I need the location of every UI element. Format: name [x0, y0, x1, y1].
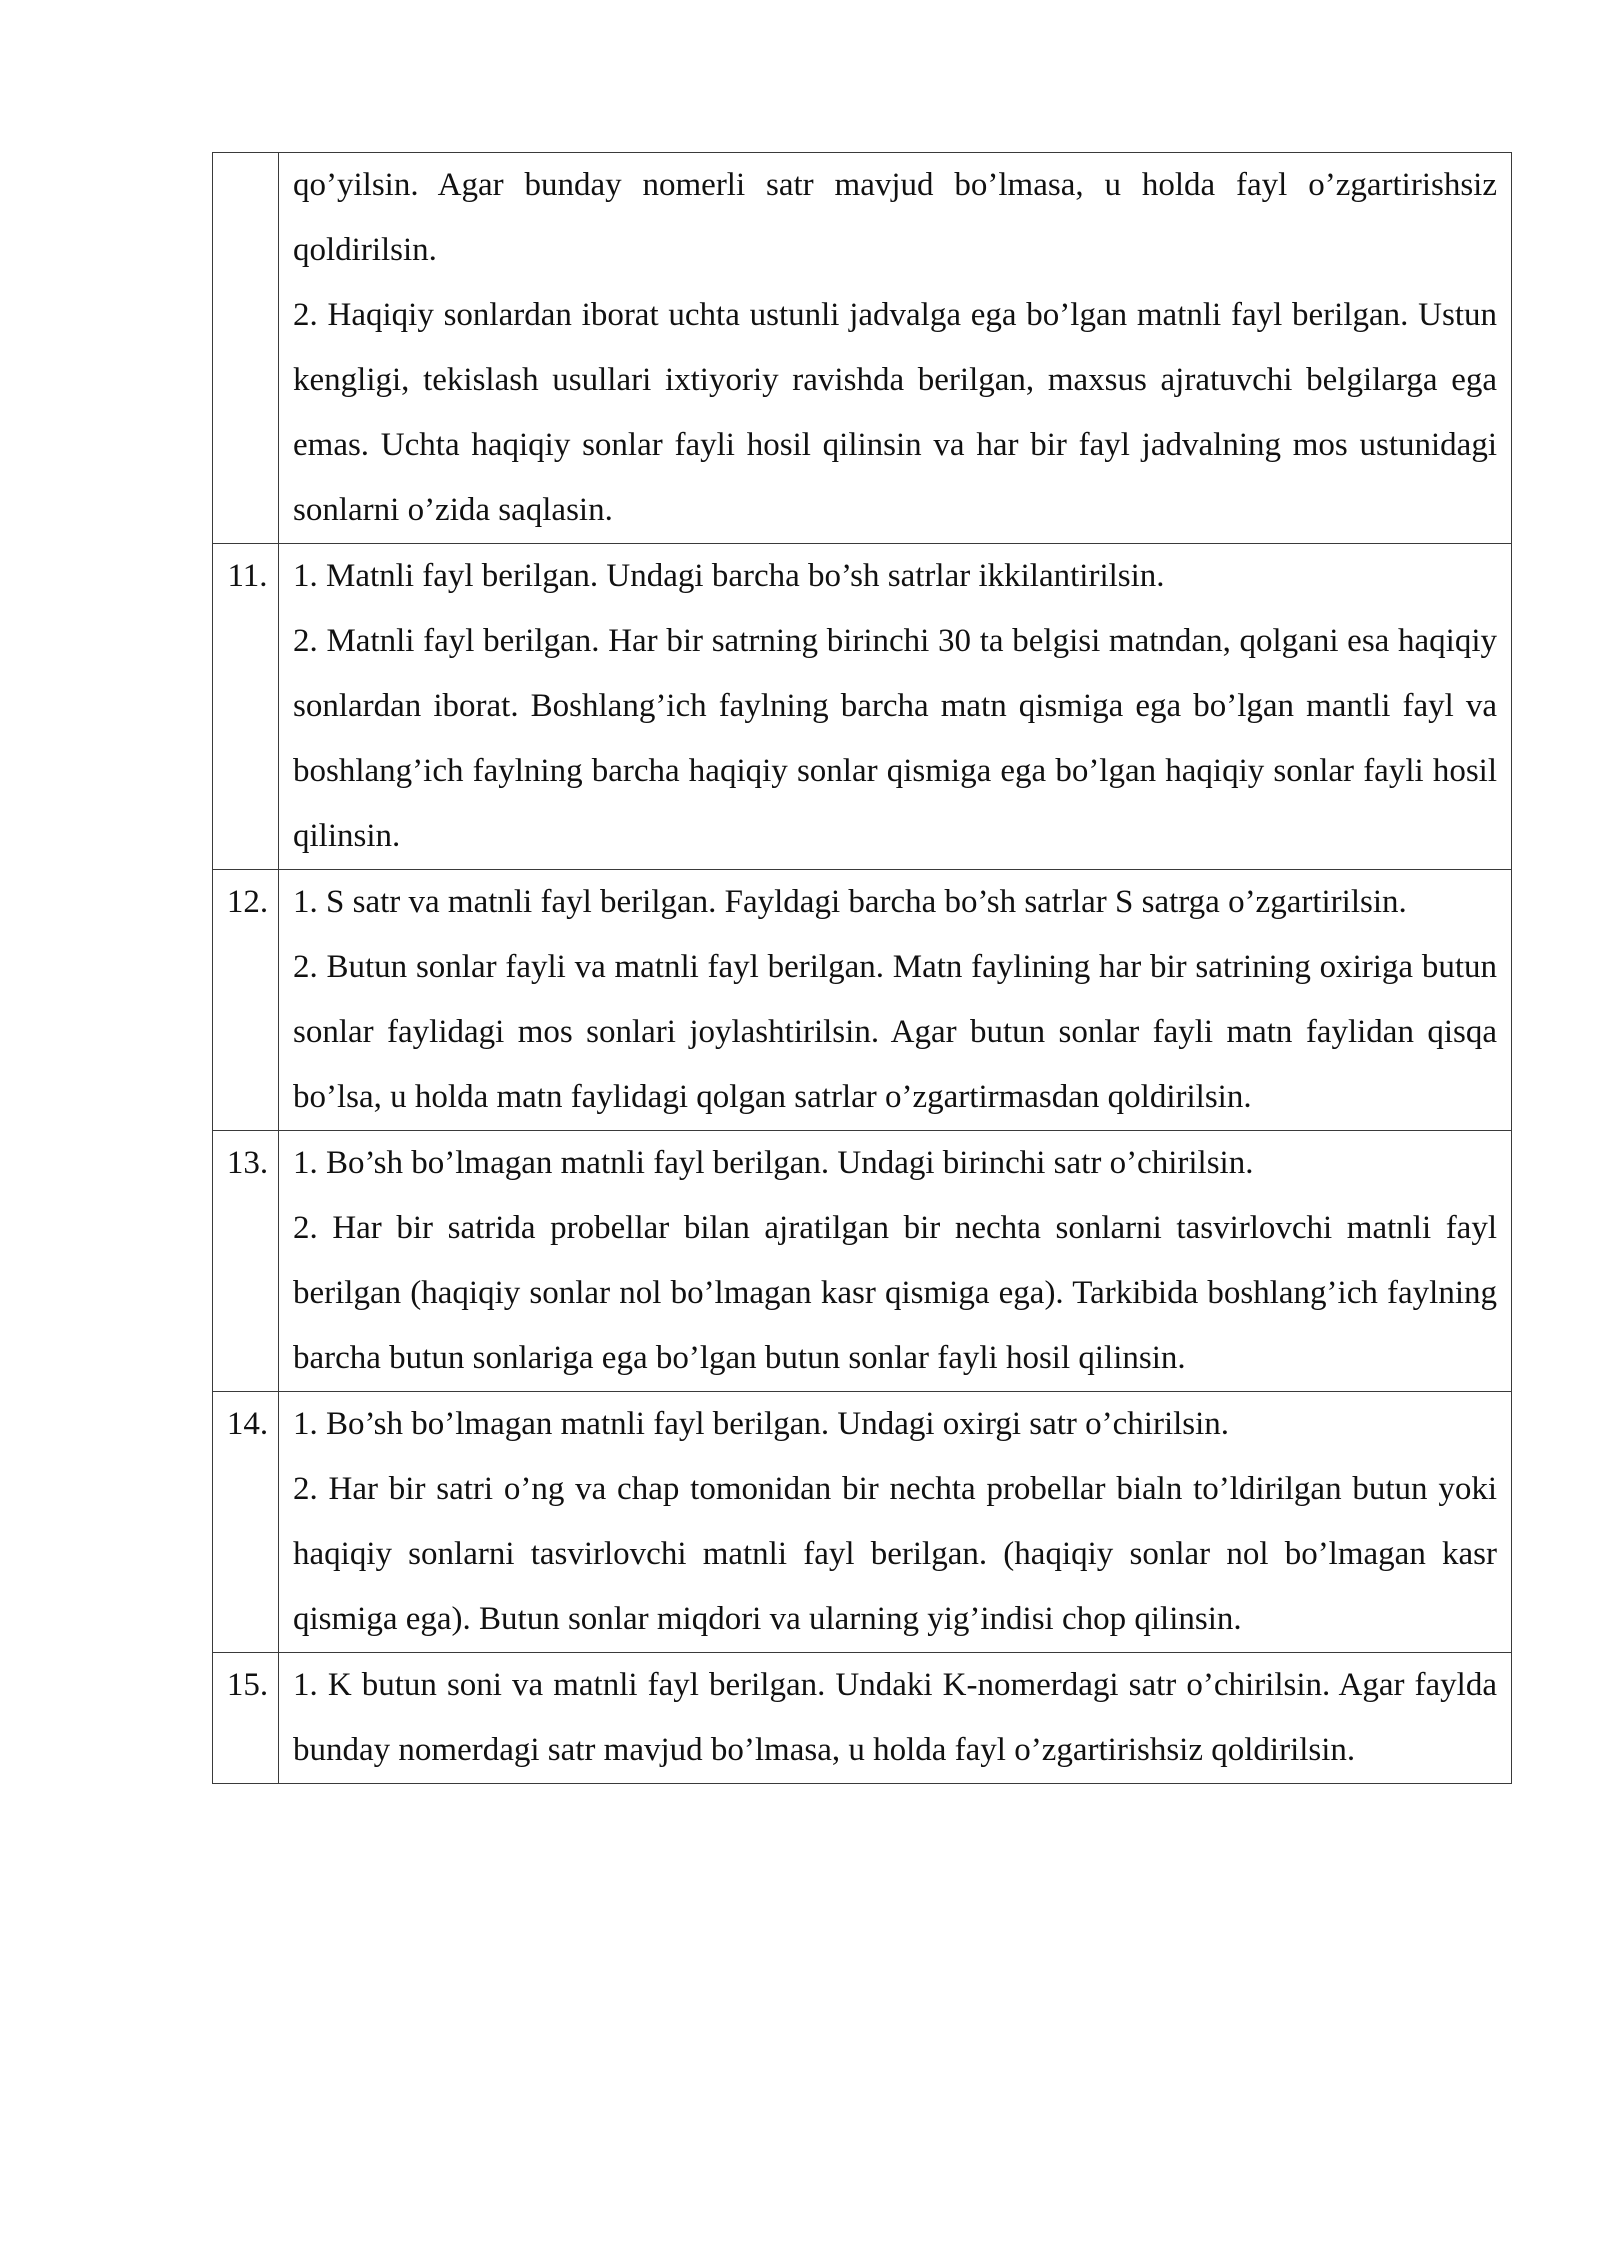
row-number: 13. [226, 1145, 269, 1181]
table-row [213, 870, 1512, 1131]
task-text-cell [279, 153, 1512, 544]
table-row [213, 544, 1512, 870]
task-paragraph: 2. Butun sonlar fayli va matnli fayl berilgan. Matn faylining har bir satrining oxiriga butun sonlar faylidagi mos sonlari joylashtirilsin. Agar butun sonlar fayli matn faylidan qisqa bo’lsa, u holda matn faylidagi qolgan satrlar o’zgartirmasdan qoldirilsin. [293, 949, 1497, 1115]
task-paragraph: 2. Haqiqiy sonlardan iborat uchta ustunli jadvalga ega bo’lgan matnli fayl berilgan. Ustun kengligi, tekislash usullari ixtiyoriy ravishda berilgan, maxsus ajratuvchi belgilarga ega emas. Uchta haqiqiy sonlar fayli hosil qilinsin va har bir fayl jadvalning mos ustunidagi sonlarni o’zida saqlasin. [293, 297, 1497, 528]
task-paragraph: 1. S satr va matnli fayl berilgan. Fayldagi barcha bo’sh satrlar S satrga o’zgartirilsin. [293, 884, 1407, 920]
row-number-cell [213, 153, 279, 544]
task-paragraph: 2. Har bir satri o’ng va chap tomonidan bir nechta probellar bialn to’ldirilgan butun yoki haqiqiy sonlarni tasvirlovchi matnli fayl berilgan. (haqiqiy sonlar nol bo’lmagan kasr qismiga ega). Butun sonlar miqdori va ularning yig’indisi chop qilinsin. [293, 1471, 1497, 1637]
row-number: 15. [226, 1667, 269, 1703]
task-paragraph: 2. Matnli fayl berilgan. Har bir satrning birinchi 30 ta belgisi matndan, qolgani esa haqiqiy sonlardan iborat. Boshlang’ich faylning barcha matn qismiga ega bo’lgan mantli fayl va boshlang’ich faylning barcha haqiqiy sonlar qismiga ega bo’lgan haqiqiy sonlar fayli hosil qilinsin. [293, 623, 1497, 854]
row-number-cell [213, 544, 279, 870]
tasks-table [212, 152, 1512, 1784]
task-text-cell [279, 544, 1512, 870]
task-paragraph: 1. Bo’sh bo’lmagan matnli fayl berilgan. Undagi oxirgi satr o’chirilsin. [293, 1406, 1230, 1442]
task-paragraph: 1. Matnli fayl berilgan. Undagi barcha bo’sh satrlar ikkilantirilsin. [293, 558, 1165, 594]
row-number: 11. [227, 558, 268, 594]
task-text-cell [279, 1392, 1512, 1653]
task-paragraph: qo’yilsin. Agar bunday nomerli satr mavjud bo’lmasa, u holda fayl o’zgartirishsiz qoldirilsin. [293, 167, 1497, 268]
task-text-cell [279, 870, 1512, 1131]
row-number-cell [213, 1653, 279, 1784]
task-text-cell [279, 1131, 1512, 1392]
task-text-cell [279, 1653, 1512, 1784]
table-row [213, 1131, 1512, 1392]
table-row [213, 1653, 1512, 1784]
row-number-cell [213, 870, 279, 1131]
table-row [213, 1392, 1512, 1653]
row-number: 12. [226, 884, 269, 920]
task-paragraph: 1. Bo’sh bo’lmagan matnli fayl berilgan. Undagi birinchi satr o’chirilsin. [293, 1145, 1254, 1181]
table-row [213, 153, 1512, 544]
task-paragraph: 2. Har bir satrida probellar bilan ajratilgan bir nechta sonlarni tasvirlovchi matnli fayl berilgan (haqiqiy sonlar nol bo’lmagan kasr qismiga ega). Tarkibida boshlang’ich faylning barcha butun sonlariga ega bo’lgan butun sonlar fayli hosil qilinsin. [293, 1210, 1497, 1376]
task-paragraph: 1. K butun soni va matnli fayl berilgan. Undaki K-nomerdagi satr o’chirilsin. Agar faylda bunday nomerdagi satr mavjud bo’lmasa, u holda fayl o’zgartirishsiz qoldirilsin. [293, 1667, 1497, 1768]
row-number: 14. [226, 1406, 269, 1442]
row-number-cell [213, 1131, 279, 1392]
row-number-cell [213, 1392, 279, 1653]
